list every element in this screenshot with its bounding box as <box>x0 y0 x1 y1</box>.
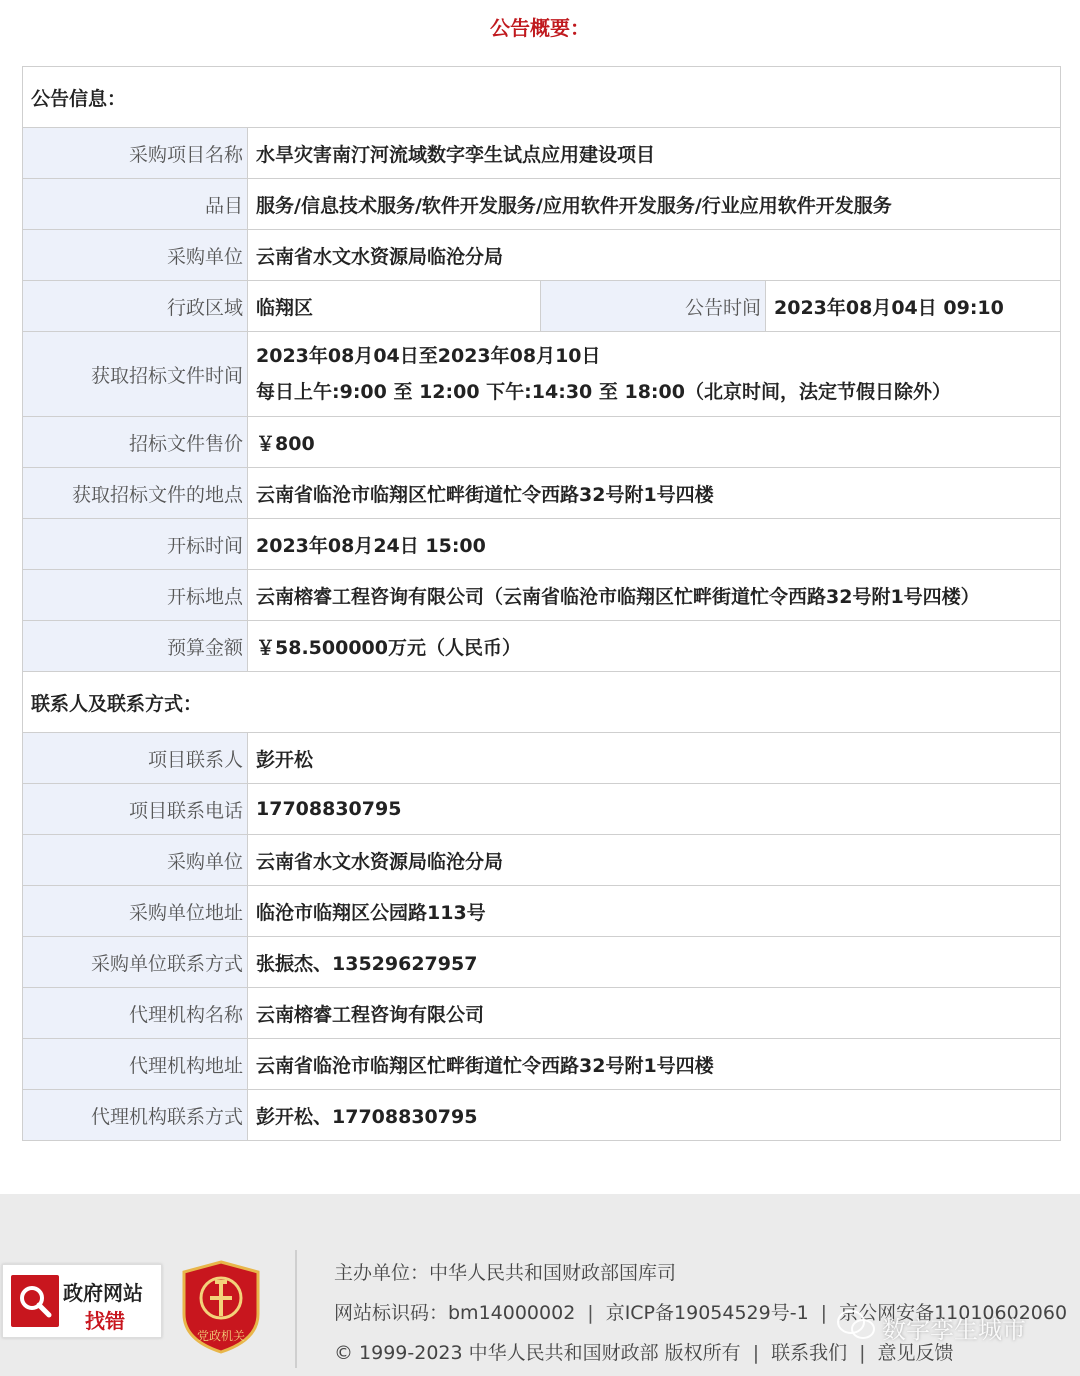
label-agency-name: 代理机构名称 <box>23 988 248 1039</box>
section-announcement-heading: 公告信息： <box>23 67 1061 128</box>
value-project-name: 水旱灾害南汀河流域数字孪生试点应用建设项目 <box>248 128 1061 179</box>
value-doc-price: ￥800 <box>248 417 1061 468</box>
value-purchaser-address: 临沧市临翔区公园路113号 <box>248 886 1061 937</box>
magnifier-icon <box>11 1275 59 1327</box>
table-row <box>23 835 1061 886</box>
label-contact-purchaser: 采购单位 <box>23 835 248 886</box>
table-row <box>23 1090 1061 1141</box>
wechat-icon <box>836 1308 876 1342</box>
label-category: 品目 <box>23 179 248 230</box>
value-category: 服务/信息技术服务/软件开发服务/应用软件开发服务/行业应用软件开发服务 <box>248 179 1061 230</box>
announcement-table <box>22 66 1061 1141</box>
label-open-place: 开标地点 <box>23 570 248 621</box>
police-record-link[interactable]: 京公网安备11010602060 <box>839 1302 1068 1324</box>
separator: | <box>587 1302 594 1324</box>
separator: | <box>820 1302 828 1324</box>
icp-link[interactable]: 京ICP备19054529号-1 <box>605 1302 809 1324</box>
label-purchaser-contact: 采购单位联系方式 <box>23 937 248 988</box>
emblem-text: 党政机关 <box>196 1329 246 1343</box>
page-title: 公告概要： <box>490 16 590 40</box>
label-doc-time: 获取招标文件时间 <box>23 332 248 417</box>
table-row <box>23 179 1061 230</box>
label-project-contact: 项目联系人 <box>23 733 248 784</box>
value-contact-purchaser: 云南省水文水资源局临沧分局 <box>248 835 1061 886</box>
watermark-text: 数字孪生城市 <box>882 1316 1026 1344</box>
table-row <box>23 733 1061 784</box>
contact-us-link[interactable]: 联系我们 <box>771 1342 848 1364</box>
badge-find-subtitle: 找错 <box>85 1309 125 1333</box>
label-budget: 预算金额 <box>23 621 248 672</box>
separator: | <box>859 1342 866 1364</box>
feedback-link[interactable]: 意见反馈 <box>877 1342 954 1364</box>
value-purchaser: 云南省水文水资源局临沧分局 <box>248 230 1061 281</box>
table-row <box>23 468 1061 519</box>
label-open-time: 开标时间 <box>23 519 248 570</box>
table-row <box>23 230 1061 281</box>
label-project-name: 采购项目名称 <box>23 128 248 179</box>
footer-sponsor: 主办单位：中华人民共和国财政部国库司 <box>334 1262 677 1284</box>
value-purchaser-contact: 张振杰、13529627957 <box>248 937 1061 988</box>
label-publish-time: 公告时间 <box>541 281 766 332</box>
gov-site-error-report-badge[interactable] <box>2 1264 162 1338</box>
footer-divider <box>295 1250 297 1368</box>
label-purchaser-address: 采购单位地址 <box>23 886 248 937</box>
value-open-time: 2023年08月24日 15:00 <box>248 519 1061 570</box>
table-row <box>23 784 1061 835</box>
value-project-contact: 彭开松 <box>248 733 1061 784</box>
table-row <box>23 988 1061 1039</box>
label-agency-address: 代理机构地址 <box>23 1039 248 1090</box>
label-doc-place: 获取招标文件的地点 <box>23 468 248 519</box>
table-row <box>23 1039 1061 1090</box>
party-gov-emblem[interactable] <box>180 1260 262 1354</box>
label-doc-price: 招标文件售价 <box>23 417 248 468</box>
value-budget: ￥58.500000万元（人民币） <box>248 621 1061 672</box>
label-region: 行政区域 <box>23 281 248 332</box>
table-row <box>23 519 1061 570</box>
value-doc-place: 云南省临沧市临翔区忙畔街道忙令西路32号附1号四楼 <box>248 468 1061 519</box>
value-agency-name: 云南榕睿工程咨询有限公司 <box>248 988 1061 1039</box>
doc-time-dates: 2023年08月04日至2023年08月10日 <box>256 345 601 367</box>
value-region: 临翔区 <box>248 281 541 332</box>
table-row <box>23 417 1061 468</box>
separator: | <box>752 1342 760 1364</box>
table-row <box>23 621 1061 672</box>
table-row <box>23 937 1061 988</box>
section-contacts-heading: 联系人及联系方式： <box>23 672 1061 733</box>
value-project-phone: 17708830795 <box>248 784 1061 835</box>
label-purchaser: 采购单位 <box>23 230 248 281</box>
table-row <box>23 281 1061 332</box>
value-open-place: 云南榕睿工程咨询有限公司（云南省临沧市临翔区忙畔街道忙令西路32号附1号四楼） <box>248 570 1061 621</box>
table-row <box>23 570 1061 621</box>
copyright: © 1999-2023 中华人民共和国财政部 版权所有 <box>334 1342 741 1364</box>
wechat-watermark <box>836 1306 1076 1350</box>
value-publish-time: 2023年08月04日 09:10 <box>766 281 1061 332</box>
value-agency-contact: 彭开松、17708830795 <box>248 1090 1061 1141</box>
label-project-phone: 项目联系电话 <box>23 784 248 835</box>
table-row <box>23 128 1061 179</box>
doc-time-hours: 每日上午:9:00 至 12:00 下午:14:30 至 18:00（北京时间，法定节假日除外） <box>256 381 951 403</box>
value-doc-time <box>248 332 1061 417</box>
value-agency-address: 云南省临沧市临翔区忙畔街道忙令西路32号附1号四楼 <box>248 1039 1061 1090</box>
site-id: 网站标识码：bm14000002 <box>334 1302 576 1324</box>
badge-find-title: 政府网站 <box>63 1281 143 1305</box>
label-agency-contact: 代理机构联系方式 <box>23 1090 248 1141</box>
table-row <box>23 886 1061 937</box>
table-row <box>23 332 1061 417</box>
